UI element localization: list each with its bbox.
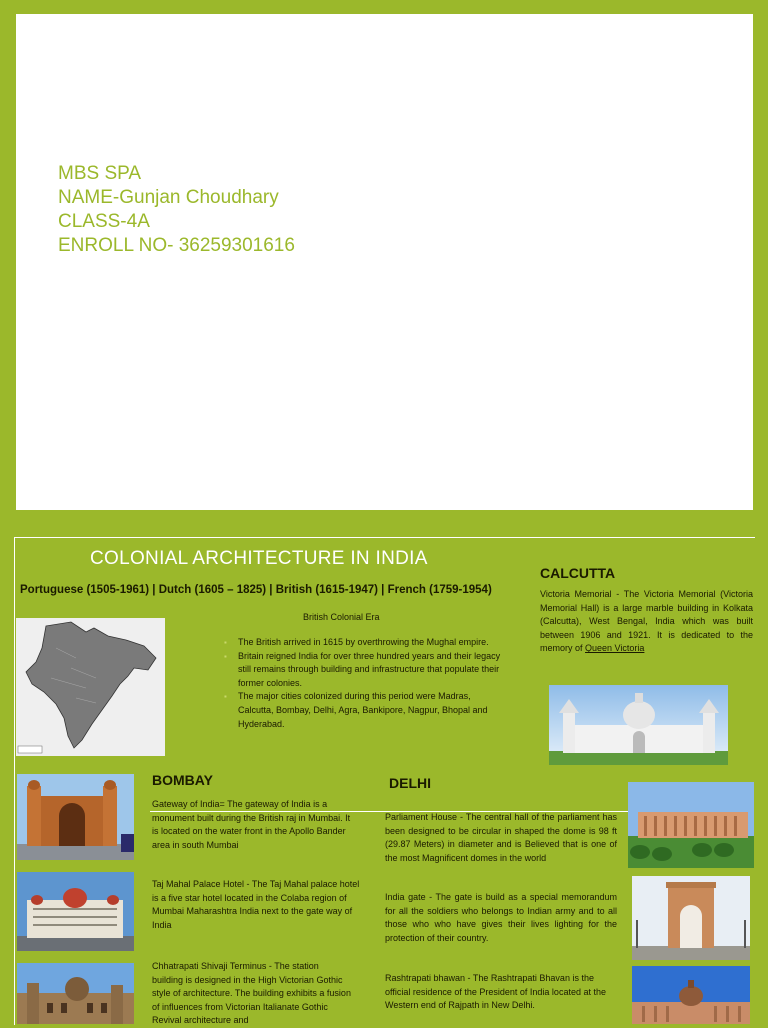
bullet-item: ▪ The British arrived in 1615 by overthrowing the Mughal empire. [238, 636, 503, 650]
gateway-of-india-text: Gateway of India= The gateway of India is a monument built during the British raj in Mumbai. It is located on the water front in the Apollo Bander area in south Mumbai [152, 799, 351, 850]
british-era-bullets [238, 636, 503, 731]
taj-hotel-text: Taj Mahal Palace Hotel - The Taj Mahal palace hotel is a five star hotel located in the Colaba region of Mumbai Maharashtra India next to the gate way of India [152, 879, 360, 930]
student-info [58, 162, 295, 258]
bullet-item: ▪ The major cities colonized during this period were Madras, Calcutta, Bombay, Delhi, Agra, Bankipore, Nagpur, Bhopal and Hyderabad. [238, 690, 503, 731]
queen-victoria-link[interactable]: Queen Victoria [585, 643, 645, 654]
colonial-periods: Portuguese (1505-1961) | Dutch (1605 – 1825) | British (1615-1947) | French (1759-1954) [20, 584, 492, 596]
cst-station-image [17, 963, 134, 1024]
bullet-item: ▪ Britain reigned India for over three hundred years and their legacy still remains through building and infrastructure that populate their former colonies. [238, 650, 503, 691]
title-slide [16, 14, 753, 510]
british-era-subheading: British Colonial Era [303, 612, 380, 622]
delhi-heading: DELHI [389, 775, 431, 791]
parliament-house-image [628, 782, 754, 868]
calcutta-text [540, 588, 753, 656]
cst-station-text: Chhatrapati Shivaji Terminus - The station building is designed in the High Victorian Gothic style of architecture. The building exhibits a fusion of influences from Victorian Italianate Gothic Revival architecture and [152, 961, 351, 1026]
victoria-memorial-image [549, 685, 728, 765]
name-line: NAME-Gunjan Choudhary [58, 187, 279, 208]
gateway-of-india-image [17, 774, 134, 860]
victoria-memorial-description: Victoria Memorial - The Victoria Memorial (Victoria Memorial Hall) is a large marble building in Kolkata (Calcutta), West Bengal, India which was built between 1906 and 1921. It is dedicated to the memory of [540, 589, 753, 654]
calcutta-heading: CALCUTTA [540, 565, 616, 581]
india-gate-image [632, 876, 750, 960]
class-line: CLASS-4A [58, 211, 150, 232]
parliament-house-text: Parliament House - The central hall of the parliament has been designed to be circular in shaped the dome is 98 ft (29.87 Meters) in diameter and is Believed that is one of the most Magnificent domes in the world [385, 812, 617, 863]
india-map-image [16, 618, 165, 756]
bombay-heading: BOMBAY [152, 772, 213, 788]
slide-title: COLONIAL ARCHITECTURE IN INDIA [90, 548, 428, 569]
rashtrapati-bhawan-text: Rashtrapati bhawan - The Rashtrapati Bhavan is the official residence of the President of India located at the Western end of Rajpath in New Delhi. [385, 973, 606, 1011]
rashtrapati-bhawan-image [632, 966, 750, 1024]
institute-line: MBS SPA [58, 163, 142, 184]
enroll-line: ENROLL NO- 36259301616 [58, 235, 295, 256]
india-gate-text: India gate - The gate is build as a special memorandum for all the soldiers who belongs to Indian army and to all those who who have gives their lives lighting for the protection of their country. [385, 892, 617, 943]
taj-hotel-image [17, 872, 134, 951]
